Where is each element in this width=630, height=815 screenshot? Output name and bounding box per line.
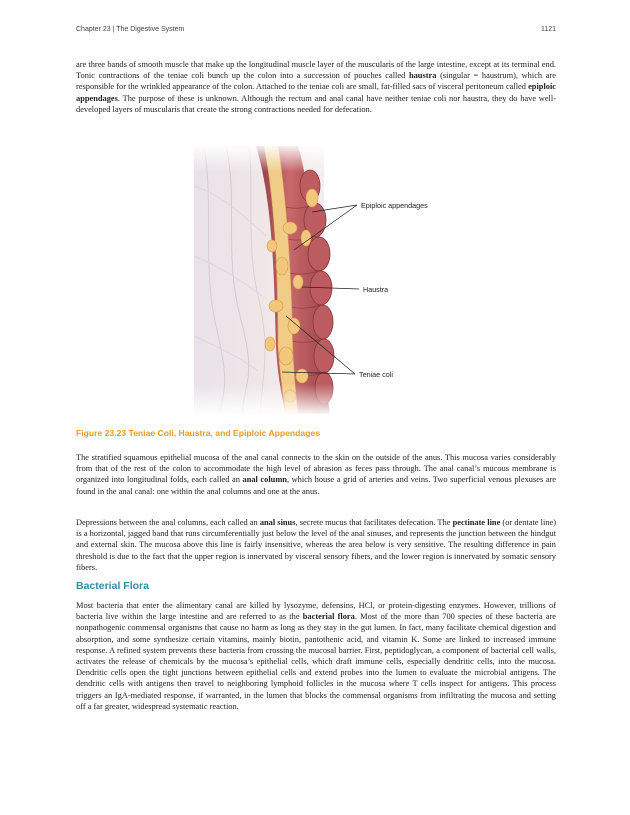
- paragraph-anal-sinus: [76, 517, 556, 573]
- text-run: . Most of the more than 700 species of these bacteria are nonpathogenic commensal organisms that cause no harm as long as they stay in the gut lumen. In fact, many facilitate chemical digestion and absorption, and some synthesize certain vitamins, mainly biotin, pantothenic acid, and vitamin K. Some are linked to increased immune response. A refined system prevents these bacteria from crossing the mucosal barrier. First, peptidoglycan, a component of bacterial cell walls, activates the release of chemicals by the mucosa’s epithelial cells, which draft immune cells, especially dendritic cells, into the mucosa. Dendritic cells open the tight junctions between epithelial cells and extend probes into the lumen to evaluate the microbial antigens. The dendritic cells with antigens then travel to neighboring lymphoid follicles in the mucosa where T cells inspect for antigens. This process triggers an IgA-mediated response, if warranted, in the lumen that blocks the commensal organisms from infiltrating the mucosa and setting off a far greater, widespread systematic reaction.: [76, 612, 556, 711]
- paragraph-text: [76, 59, 556, 115]
- figure-caption: Figure 23.23 Teniae Coli, Haustra, and Epiploic Appendages: [76, 428, 321, 438]
- label-haustra: Haustra: [363, 285, 389, 294]
- paragraph-bacterial-flora: [76, 600, 556, 712]
- text-run: Depressions between the anal columns, each called an: [76, 518, 260, 527]
- bold-term: haustra: [408, 71, 437, 81]
- paragraph-text: [76, 600, 556, 712]
- bold-term: anal sinus: [259, 518, 296, 527]
- text-run: , which house a grid of arteries and veins. Two superficial venous plexuses are found in the anal canal: one within the anal columns and one at the anus.: [76, 475, 557, 496]
- paragraph-teniae-coli: [76, 59, 556, 115]
- text-run: . The purpose of these is unknown. Although the rectum and anal canal have neither teniae coli nor haustra, they do have well-developed layers of muscularis that create the strong contractions needed for defecation.: [76, 93, 556, 114]
- paragraph-text: [76, 517, 556, 573]
- figure-colon-illustration: [194, 146, 454, 414]
- text-run: are three bands of smooth muscle that make up the longitudinal muscle layer of the muscularis of the large intestine, except at its terminal end. Tonic contractions of the teniae coli bunch up the colon into a succession of pouches called: [76, 60, 556, 81]
- bold-term: anal column: [242, 475, 287, 485]
- bold-term: pectinate line: [452, 518, 501, 527]
- page-number: 1121: [540, 26, 556, 33]
- colon-illustration: [194, 146, 454, 414]
- chapter-title: Chapter 23 | The Digestive System: [76, 26, 185, 33]
- text-run: Most bacteria that enter the alimentary canal are killed by lysozyme, defensins, HCl, or protein-digesting enzymes. However, trillions of bacteria live within the large intestine and are referred to as the: [76, 601, 556, 622]
- paragraph-text: [76, 452, 556, 497]
- text-run: , secrete mucus that facilitates defecation. The: [295, 518, 453, 527]
- text-run: (or dentate line) is a horizontal, jagged band that runs circumferentially just below the level of the anal sinuses, and represents the junction between the hindgut and external skin. The mucosa above this line is fairly insensitive, whereas the area below is very sensitive. The resulting difference in pain threshold is due to the fact that the upper region is innervated by visceral sensory fibers, and the lower region is innervated by somatic sensory fibers.: [76, 518, 556, 572]
- running-header: [76, 26, 556, 33]
- bold-term: bacterial flora: [302, 612, 355, 622]
- label-teniae-coli: Teniae coli: [359, 370, 393, 379]
- section-heading-bacterial-flora: Bacterial Flora: [76, 580, 149, 592]
- text-run: The stratified squamous epithelial mucosa of the anal canal connects to the skin on the outside of the anus. This mucosa varies considerably from that of the rest of the colon to accommodate the high level of abrasion as feces pass through. The anal canal’s mucous membrane is organized into longitudinal folds, each called an: [76, 453, 556, 485]
- bold-term: epiploic appendages: [76, 82, 556, 103]
- text-run: (singular = haustrum), which are responsible for the wrinkled appearance of the colon. Attached to the teniae coli are small, fat-filled sacs of visceral peritoneum called: [76, 71, 556, 92]
- label-epiploic-appendages: Epiploic appendages: [361, 201, 428, 210]
- paragraph-anal-canal: [76, 452, 556, 497]
